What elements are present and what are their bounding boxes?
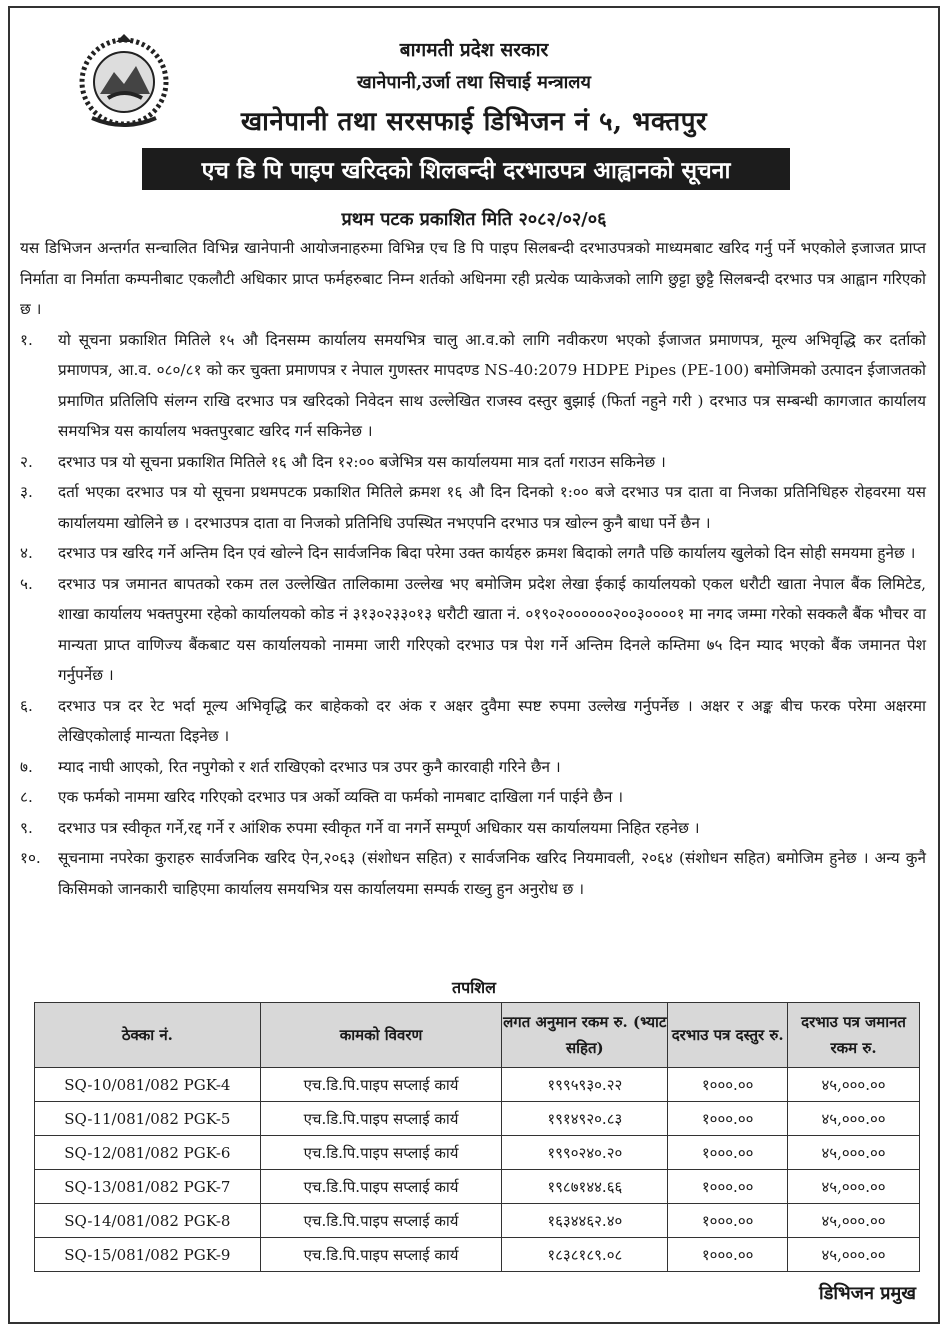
table-cell: १९८७१४४.६६ <box>502 1170 668 1204</box>
notice-page <box>8 6 940 1324</box>
table-row <box>35 1238 920 1272</box>
list-item: ९. दरभाउ पत्र स्वीकृत गर्ने,रद्द गर्ने र आंशिक रुपमा स्वीकृत गर्ने वा नगर्ने सम्पूर्ण अधिकार यस कार्यालयमा निहित रहनेछ । <box>20 818 700 837</box>
table-cell: SQ-11/081/082 PGK-5 <box>35 1102 261 1136</box>
table-cell: १०००.०० <box>668 1238 788 1272</box>
table-cell: एच.डि.पि.पाइप सप्लाई कार्य <box>260 1170 502 1204</box>
list-item: ५. दरभाउ पत्र जमानत बापतको रकम तल उल्लेखित तालिकामा उल्लेख भए बमोजिम प्रदेश लेखा ईकाई कार्यालयको एकल धरौटी खाता नेपाल बैंक लिमिटेड, शाखा कार्यालय भक्तपुरमा रहेको कार्यालयको कोड नं ३१३०२३३०१३ धरौटी खाता नं. ०१९०२००००००२००३००००१ मा नगद जम्मा गरेको सक्कलै बैंक भौचर वा मान्यता प्राप्त वाणिज्य बैंकबाट यस कार्यालयको नाममा जारी गरिएको दरभाउ पत्र पेश गर्ने अन्तिम दिनले कम्तिमा ७५ दिन म्याद भएको बैंक जमानत पेश गर्नुपर्नेछ । <box>20 574 926 684</box>
col-header: ठेक्का नं. <box>35 1003 261 1068</box>
intro-paragraph: यस डिभिजन अन्तर्गत सन्चालित विभिन्न खानेपानी आयोजनाहरुमा विभिन्न एच डि पि पाइप सिलबन्दी दरभाउपत्रको माध्यमबाट खरिद गर्नु पर्ने भएकोले इजाजत प्राप्त निर्माता वा निर्माता कम्पनीबाट एकलौटी अधिकार प्राप्त फर्महरुबाट निम्न शर्तको अधिनमा रही प्रत्येक प्याकेजको लागि छुट्टा छुट्टै सिलबन्दी दरभाउ पत्र आह्वान गरिएको छ । <box>20 239 926 318</box>
col-header: कामको विवरण <box>260 1003 502 1068</box>
list-item: २. दरभाउ पत्र यो सूचना प्रकाशित मितिले १६ औ दिन १२:०० बजेभित्र यस कार्यालयमा मात्र दर्ता गराउन सकिनेछ । <box>20 452 666 471</box>
table-cell: ४५,०००.०० <box>788 1238 920 1272</box>
table-cell: १८३८१८९.०८ <box>502 1238 668 1272</box>
table-cell: १६३४४६२.४० <box>502 1204 668 1238</box>
list-item: ६. दरभाउ पत्र दर रेट भर्दा मूल्य अभिवृद्धि कर बाहेकको दर अंक र अक्षर दुवैमा स्पष्ट रुपमा उल्लेख गर्नुपर्नेछ । अक्षर र अङ्क बीच फरक परेमा अक्षरमा लेखिएकोलाई मान्यता दिइनेछ । <box>20 696 926 745</box>
col-header: दरभाउ पत्र जमानत रकम रु. <box>788 1003 920 1068</box>
table-cell: १०००.०० <box>668 1136 788 1170</box>
table-cell: ४५,०००.०० <box>788 1136 920 1170</box>
table-cell: एच.डि.पि.पाइप सप्लाई कार्य <box>260 1102 502 1136</box>
table-cell: SQ-13/081/082 PGK-7 <box>35 1170 261 1204</box>
table-cell: ४५,०००.०० <box>788 1068 920 1102</box>
list-item: ३. दर्ता भएका दरभाउ पत्र यो सूचना प्रथमपटक प्रकाशित मितिले क्रमश १६ औ दिन दिनको १:०० बजे दरभाउ पत्र दाता वा निजका प्रतिनिधिहरु रोहवरमा यस कार्यालयमा खोलिने छ । दरभाउपत्र दाता वा निजको प्रतिनिधि उपस्थित नभएपनि दरभाउ पत्र खोल्न कुनै बाधा पर्ने छैन । <box>20 483 926 532</box>
list-item: १०. सूचनामा नपरेका कुराहरु सार्वजनिक खरिद ऐन,२०६३ (संशोधन सहित) र सार्वजनिक खरिद नियमावली, २०६४ (संशोधन सहित) बमोजिम हुनेछ । अन्य कुनै किसिमको जानकारी चाहिएमा कार्यालय समयभित्र यस कार्यालयमा सम्पर्क राख्नु हुन अनुरोध छ । <box>20 849 926 898</box>
notice-body <box>20 233 926 904</box>
table-cell: १०००.०० <box>668 1102 788 1136</box>
table-cell: एच.डि.पि.पाइप सप्लाई कार्य <box>260 1068 502 1102</box>
table-cell: १९१४९२०.८३ <box>502 1102 668 1136</box>
col-header: दरभाउ पत्र दस्तुर रु. <box>668 1003 788 1068</box>
table-row <box>35 1068 920 1102</box>
table-cell: ४५,०००.०० <box>788 1204 920 1238</box>
table-row <box>35 1102 920 1136</box>
header-ministry: खानेपानी,उर्जा तथा सिचाई मन्त्रालय <box>357 72 591 93</box>
table-header-row <box>35 1003 920 1068</box>
table-cell: SQ-15/081/082 PGK-9 <box>35 1238 261 1272</box>
table-cell: १०००.०० <box>668 1170 788 1204</box>
contract-table <box>34 1002 920 1272</box>
table-cell: SQ-14/081/082 PGK-8 <box>35 1204 261 1238</box>
table-cell: १०००.०० <box>668 1204 788 1238</box>
table-cell: ४५,०००.०० <box>788 1102 920 1136</box>
header-province: बागमती प्रदेश सरकार <box>399 39 549 61</box>
table-row <box>35 1170 920 1204</box>
table-row <box>35 1136 920 1170</box>
table-row <box>35 1204 920 1238</box>
table-cell: एच.डि.पि.पाइप सप्लाई कार्य <box>260 1204 502 1238</box>
table-cell: SQ-12/081/082 PGK-6 <box>35 1136 261 1170</box>
table-cell: एच.डि.पि.पाइप सप्लाई कार्य <box>260 1136 502 1170</box>
table-cell: ४५,०००.०० <box>788 1170 920 1204</box>
col-header: लगत अनुमान रकम रु. (भ्याट सहित) <box>502 1003 668 1068</box>
signature-division-chief: डिभिजन प्रमुख <box>819 1283 916 1304</box>
table-caption: तपशिल <box>451 978 497 997</box>
list-item: १. यो सूचना प्रकाशित मितिले १५ औ दिनसम्म कार्यालय समयभित्र चालु आ.व.को लागि नवीकरण भएको ईजाजत प्रमाणपत्र, मूल्य अभिवृद्धि कर दर्ताको प्रमाणपत्र, आ.व. ०८०/८१ को कर चुक्ता प्रमाणपत्र र नेपाल गुणस्तर मापदण्ड NS-40:2079 HDPE Pipes (PE-100) बमोजिमको उत्पादन ईजाजतको प्रमाणित प्रतिलिपि संलग्न राखि दरभाउ पत्र खरिदको निवेदन साथ उल्लेखित राजस्व दस्तुर बुझाई (फिर्ता नहुने गरी ) दरभाउ पत्र सम्बन्धी कागजात कार्यालय समयभित्र यस कार्यालय भक्तपुरबाट खरिद गर्न सकिनेछ । <box>20 330 926 440</box>
table-cell: १०००.०० <box>668 1068 788 1102</box>
header-division: खानेपानी तथा सरसफाई डिभिजन नं ५, भक्तपुर <box>240 107 708 137</box>
publish-date: प्रथम पटक प्रकाशित मिति २०८२/०२/०६ <box>341 209 607 230</box>
table-cell: SQ-10/081/082 PGK-4 <box>35 1068 261 1102</box>
table-cell: एच.डि.पि.पाइप सप्लाई कार्य <box>260 1238 502 1272</box>
list-item: ८. एक फर्मको नाममा खरिद गरिएको दरभाउ पत्र अर्को व्यक्ति वा फर्मको नामबाट दाखिला गर्न पाईने छैन । <box>20 788 623 806</box>
notice-title-banner: एच डि पि पाइप खरिदको शिलबन्दी दरभाउपत्र आह्वानको सूचना <box>142 148 790 190</box>
table-cell: १९९०२४०.२० <box>502 1136 668 1170</box>
list-item: ७. म्याद नाघी आएको, रित नपुगेको र शर्त राखिएको दरभाउ पत्र उपर कुनै कारवाही गरिने छैन । <box>20 757 561 776</box>
list-item: ४. दरभाउ पत्र खरिद गर्ने अन्तिम दिन एवं खोल्ने दिन सार्वजनिक बिदा परेमा उक्त कार्यहरु क्रमश बिदाको लगतै पछि कार्यालय खुलेको दिन सोही समयमा हुनेछ । <box>20 544 916 562</box>
table-cell: १९९५९३०.२२ <box>502 1068 668 1102</box>
